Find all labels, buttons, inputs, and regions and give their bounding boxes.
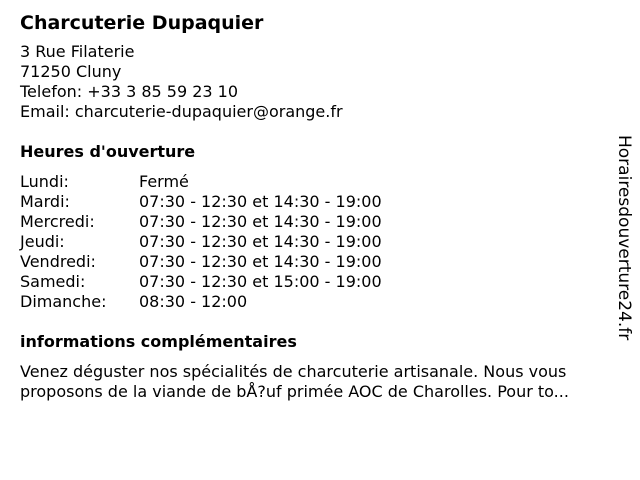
hours-row-wednesday xyxy=(20,212,620,232)
day-label: Lundi: xyxy=(20,172,69,191)
email-address: Email: charcuterie-dupaquier@orange.fr xyxy=(20,102,343,121)
hours-row-thursday xyxy=(20,232,620,252)
day-hours: 07:30 - 12:30 et 14:30 - 19:00 xyxy=(139,252,382,271)
address-city: 71250 Cluny xyxy=(20,62,122,81)
day-hours: 08:30 - 12:00 xyxy=(139,292,248,311)
hours-row-saturday xyxy=(20,272,620,292)
description-line: proposons de la viande de bÅ?uf primée AOC de Charolles. Pour to... xyxy=(20,382,569,401)
hours-row-monday xyxy=(20,172,620,192)
additional-info-text xyxy=(20,362,625,402)
description-line: Venez déguster nos spécialités de charcuterie artisanale. Nous vous xyxy=(20,362,567,381)
hours-row-tuesday xyxy=(20,192,620,212)
day-hours: 07:30 - 12:30 et 14:30 - 19:00 xyxy=(139,232,382,251)
phone-number: Telefon: +33 3 85 59 23 10 xyxy=(20,82,239,101)
additional-info-heading: informations complémentaires xyxy=(20,332,297,351)
address-street: 3 Rue Filaterie xyxy=(20,42,135,61)
day-label: Samedi: xyxy=(20,272,86,291)
day-label: Mardi: xyxy=(20,192,70,211)
business-card xyxy=(20,10,620,402)
site-watermark: Horairesdouverture24.fr xyxy=(614,135,634,341)
opening-hours-heading: Heures d'ouverture xyxy=(20,142,196,161)
day-label: Vendredi: xyxy=(20,252,96,271)
hours-row-friday xyxy=(20,252,620,272)
day-label: Jeudi: xyxy=(20,232,65,251)
hours-row-sunday xyxy=(20,292,620,312)
day-label: Mercredi: xyxy=(20,212,95,231)
day-hours: 07:30 - 12:30 et 14:30 - 19:00 xyxy=(139,192,382,211)
day-hours: 07:30 - 12:30 et 14:30 - 19:00 xyxy=(139,212,382,231)
opening-hours-table xyxy=(20,172,620,312)
business-name: Charcuterie Dupaquier xyxy=(20,12,264,34)
day-label: Dimanche: xyxy=(20,292,107,311)
day-hours: 07:30 - 12:30 et 15:00 - 19:00 xyxy=(139,272,382,291)
day-hours: Fermé xyxy=(139,172,189,191)
